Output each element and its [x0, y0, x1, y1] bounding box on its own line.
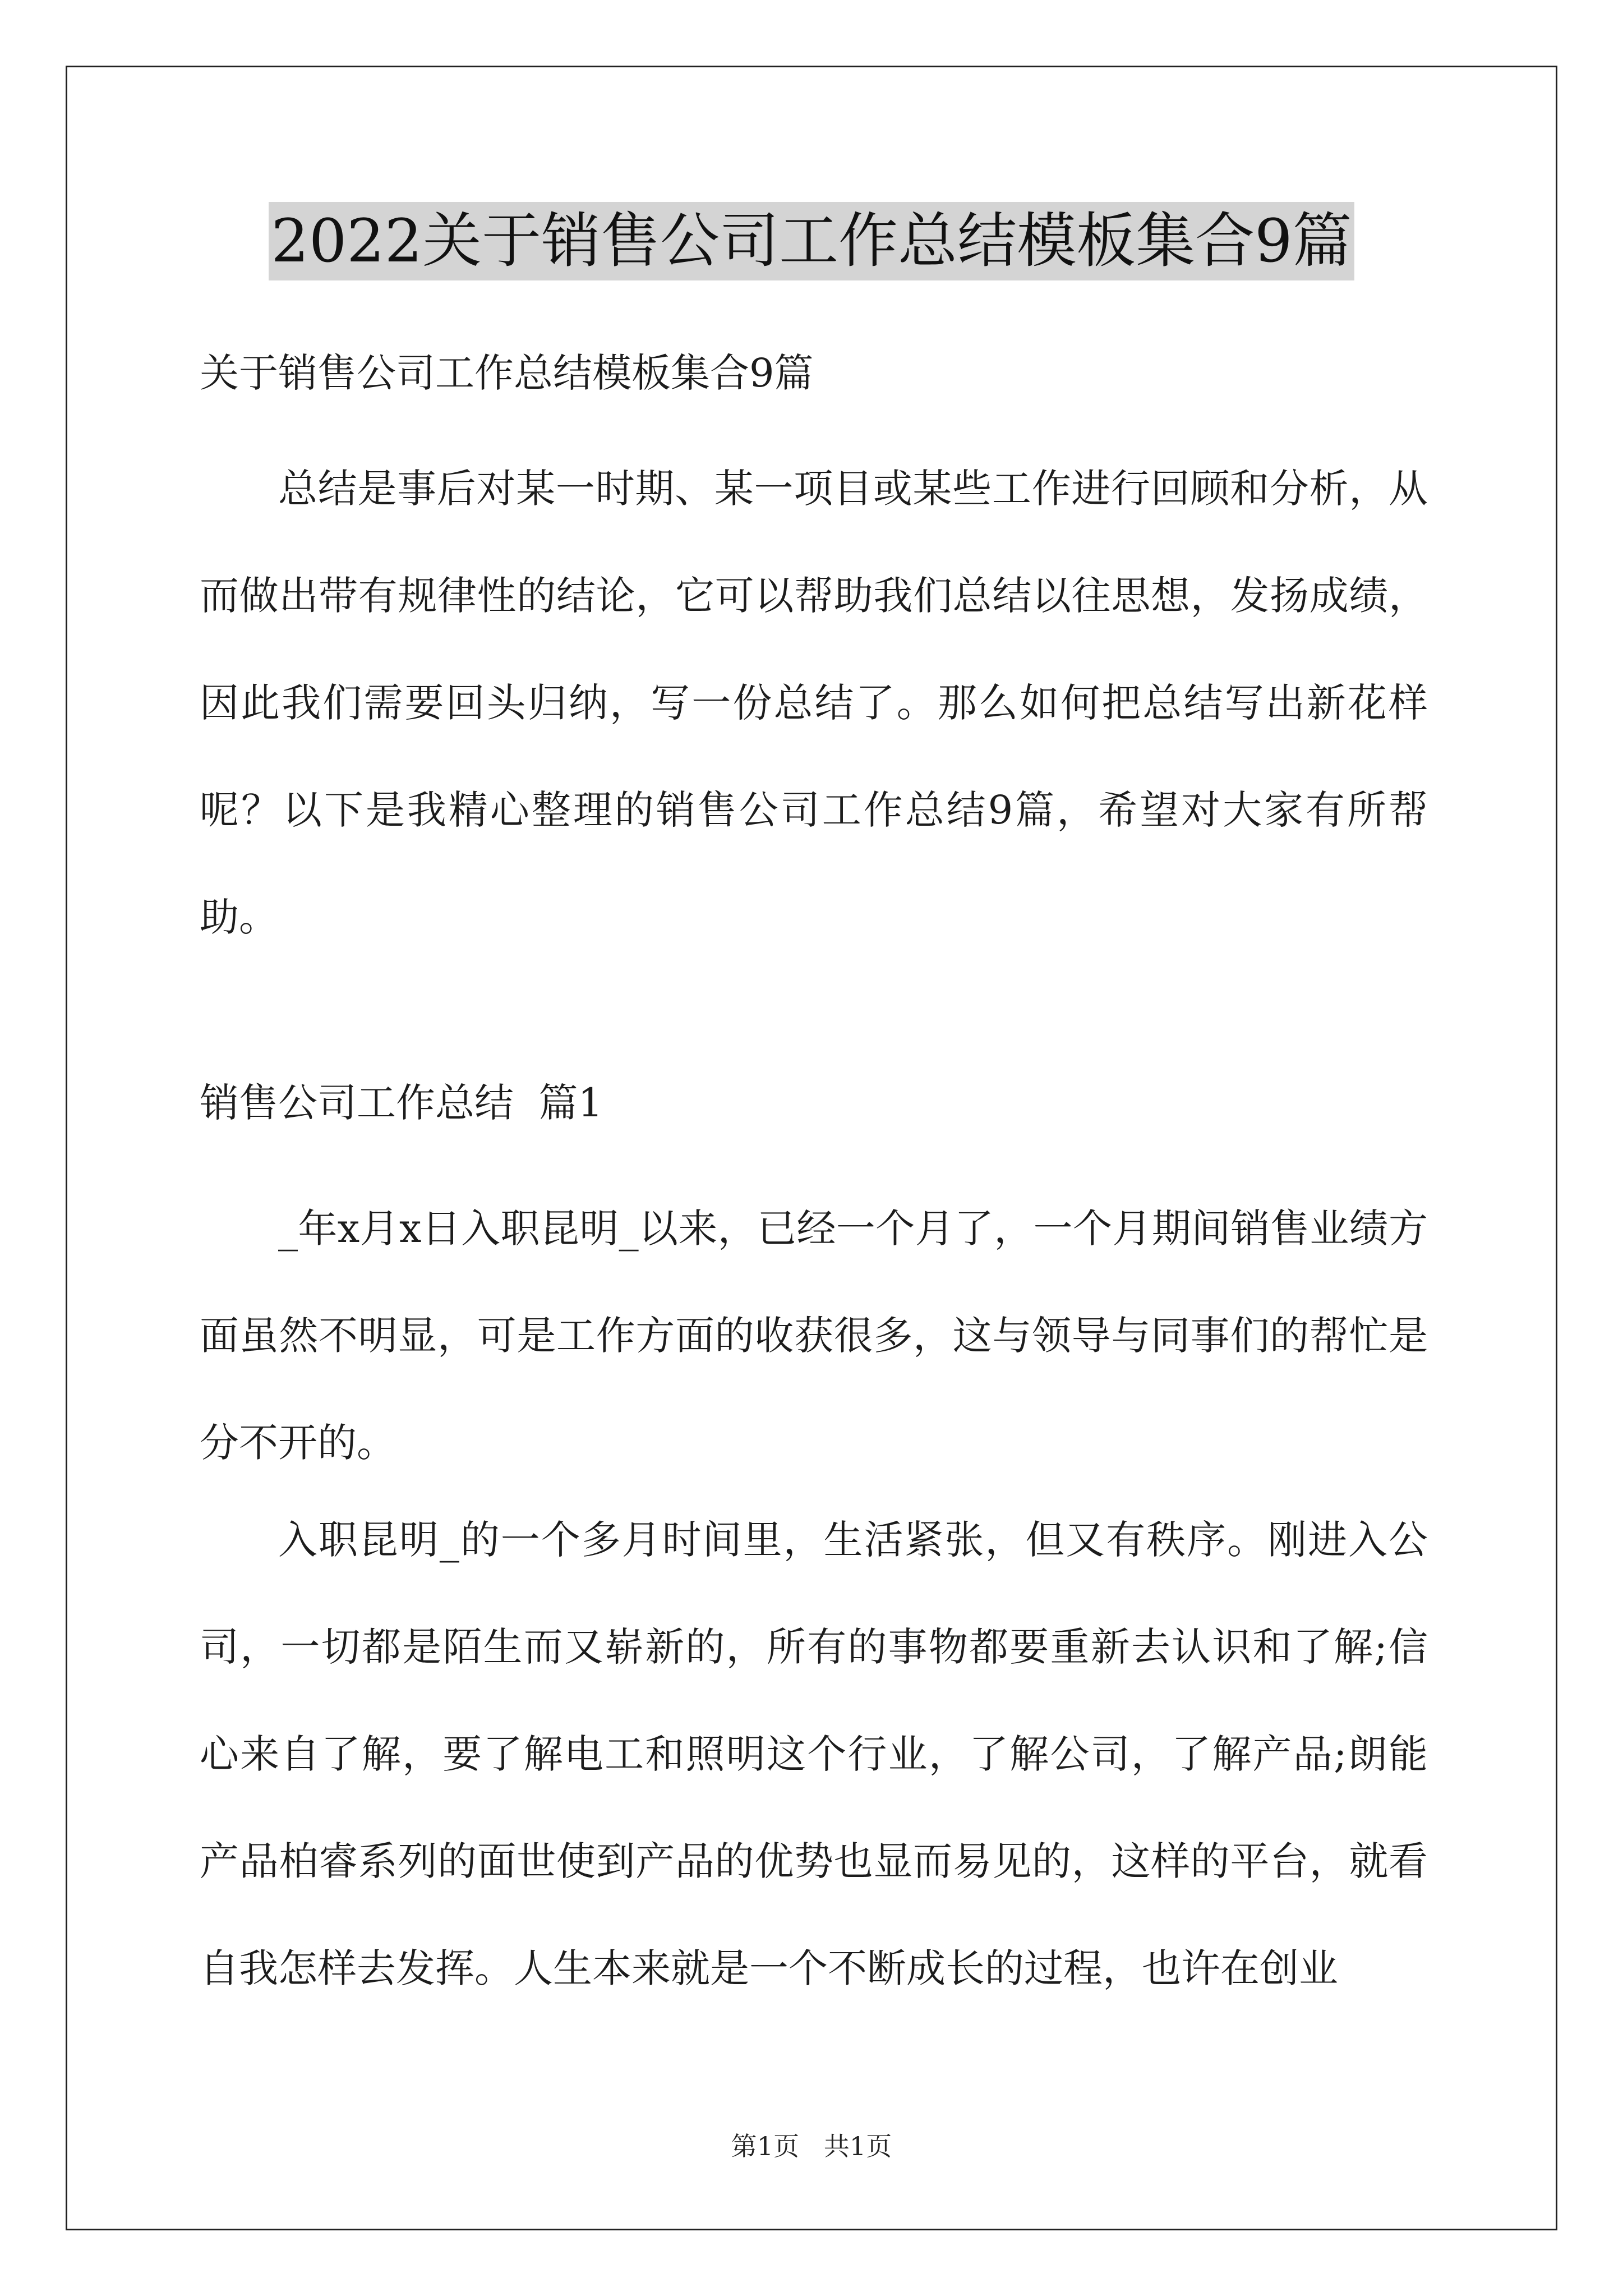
document-title-container: [0, 202, 1623, 280]
section-heading: 销售公司工作总结 篇1: [200, 1080, 603, 1126]
document-title: 2022关于销售公司工作总结模板集合9篇: [269, 202, 1354, 280]
body-paragraph: _年x月x日入职昆明_以来，已经一个月了，一个月期间销售业绩方面虽然不明显，可是工作方面的收获很多，这与领导与同事们的帮忙是分不开的。: [200, 1205, 1428, 1466]
page-number-footer: 第1页 共1页: [731, 2131, 892, 2161]
body-paragraph: 入职昆明_的一个多月时间里，生活紧张，但又有秩序。刚进入公司，一切都是陌生而又崭新的，所有的事物都要重新去认识和了解;信心来自了解，要了解电工和照明这个行业，了解公司，了解产品;朗能产品柏睿系列的面世使到产品的优势也显而易见的，这样的平台，就看自我怎样去发挥。人生本来就是一个不断成长的过程，也许在创业: [200, 1517, 1428, 1991]
intro-paragraph: 总结是事后对某一时期、某一项目或某些工作进行回顾和分析，从而做出带有规律性的结论，它可以帮助我们总结以往思想，发扬成绩，因此我们需要回头归纳，写一份总结了。那么如何把总结写出新花样呢？以下是我精心整理的销售公司工作总结9篇，希望对大家有所帮助。: [200, 466, 1428, 940]
document-heading: 关于销售公司工作总结模板集合9篇: [200, 350, 814, 396]
